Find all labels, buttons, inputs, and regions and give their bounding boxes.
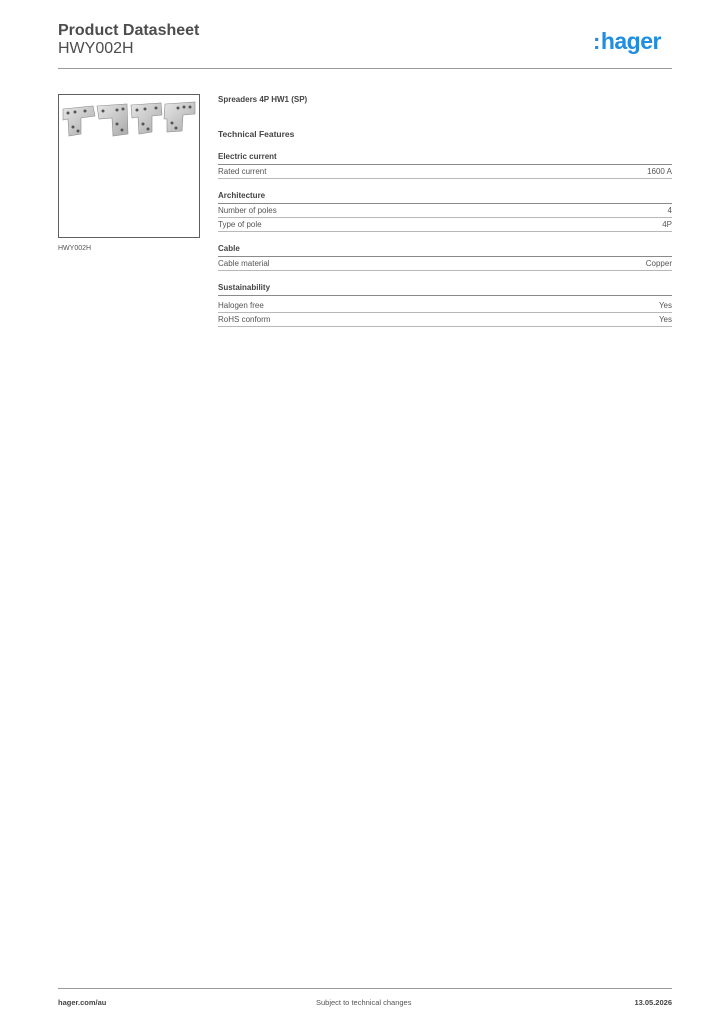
hager-logo: :hager [593, 28, 661, 54]
footer-divider [58, 988, 672, 989]
table-row [218, 299, 672, 313]
header-divider [58, 68, 672, 69]
logo-text: hager [600, 28, 661, 54]
product-image [58, 94, 200, 238]
row-value: 4 [667, 206, 672, 215]
group-title: Cable [218, 243, 672, 257]
image-caption: HWY002H [58, 245, 92, 252]
row-label: Type of pole [218, 220, 262, 229]
product-name: Spreaders 4P HW1 (SP) [218, 95, 308, 104]
group-title: Electric current [218, 151, 672, 165]
table-row [218, 257, 672, 271]
row-label: RoHS conform [218, 315, 271, 324]
footer-website: hager.com/au [58, 998, 107, 1007]
row-label: Halogen free [218, 301, 264, 310]
group-cable [218, 243, 672, 271]
document-header [58, 22, 199, 58]
row-value: Yes [658, 301, 672, 310]
footer-note: Subject to technical changes [316, 998, 412, 1007]
row-label: Cable material [218, 259, 270, 268]
product-code: HWY002H [58, 40, 134, 57]
group-electric-current [218, 151, 672, 179]
table-row [218, 204, 672, 218]
group-architecture [218, 190, 672, 232]
table-row [218, 313, 672, 327]
row-value: 4P [662, 220, 672, 229]
group-title: Sustainability [218, 282, 672, 296]
group-sustainability [218, 282, 672, 327]
table-row [218, 218, 672, 232]
table-row [218, 165, 672, 179]
row-value: Yes [658, 315, 672, 324]
footer-date: 13.05.2026 [634, 998, 672, 1007]
document-title: Product Datasheet [58, 22, 200, 39]
spreader-bars-illustration [59, 95, 199, 237]
row-label: Rated current [218, 167, 267, 176]
row-value: 1600 A [647, 167, 672, 176]
technical-content [218, 94, 672, 327]
row-value: Copper [645, 259, 672, 268]
row-label: Number of poles [218, 206, 277, 215]
technical-features-heading: Technical Features [218, 129, 295, 139]
group-title: Architecture [218, 190, 672, 204]
